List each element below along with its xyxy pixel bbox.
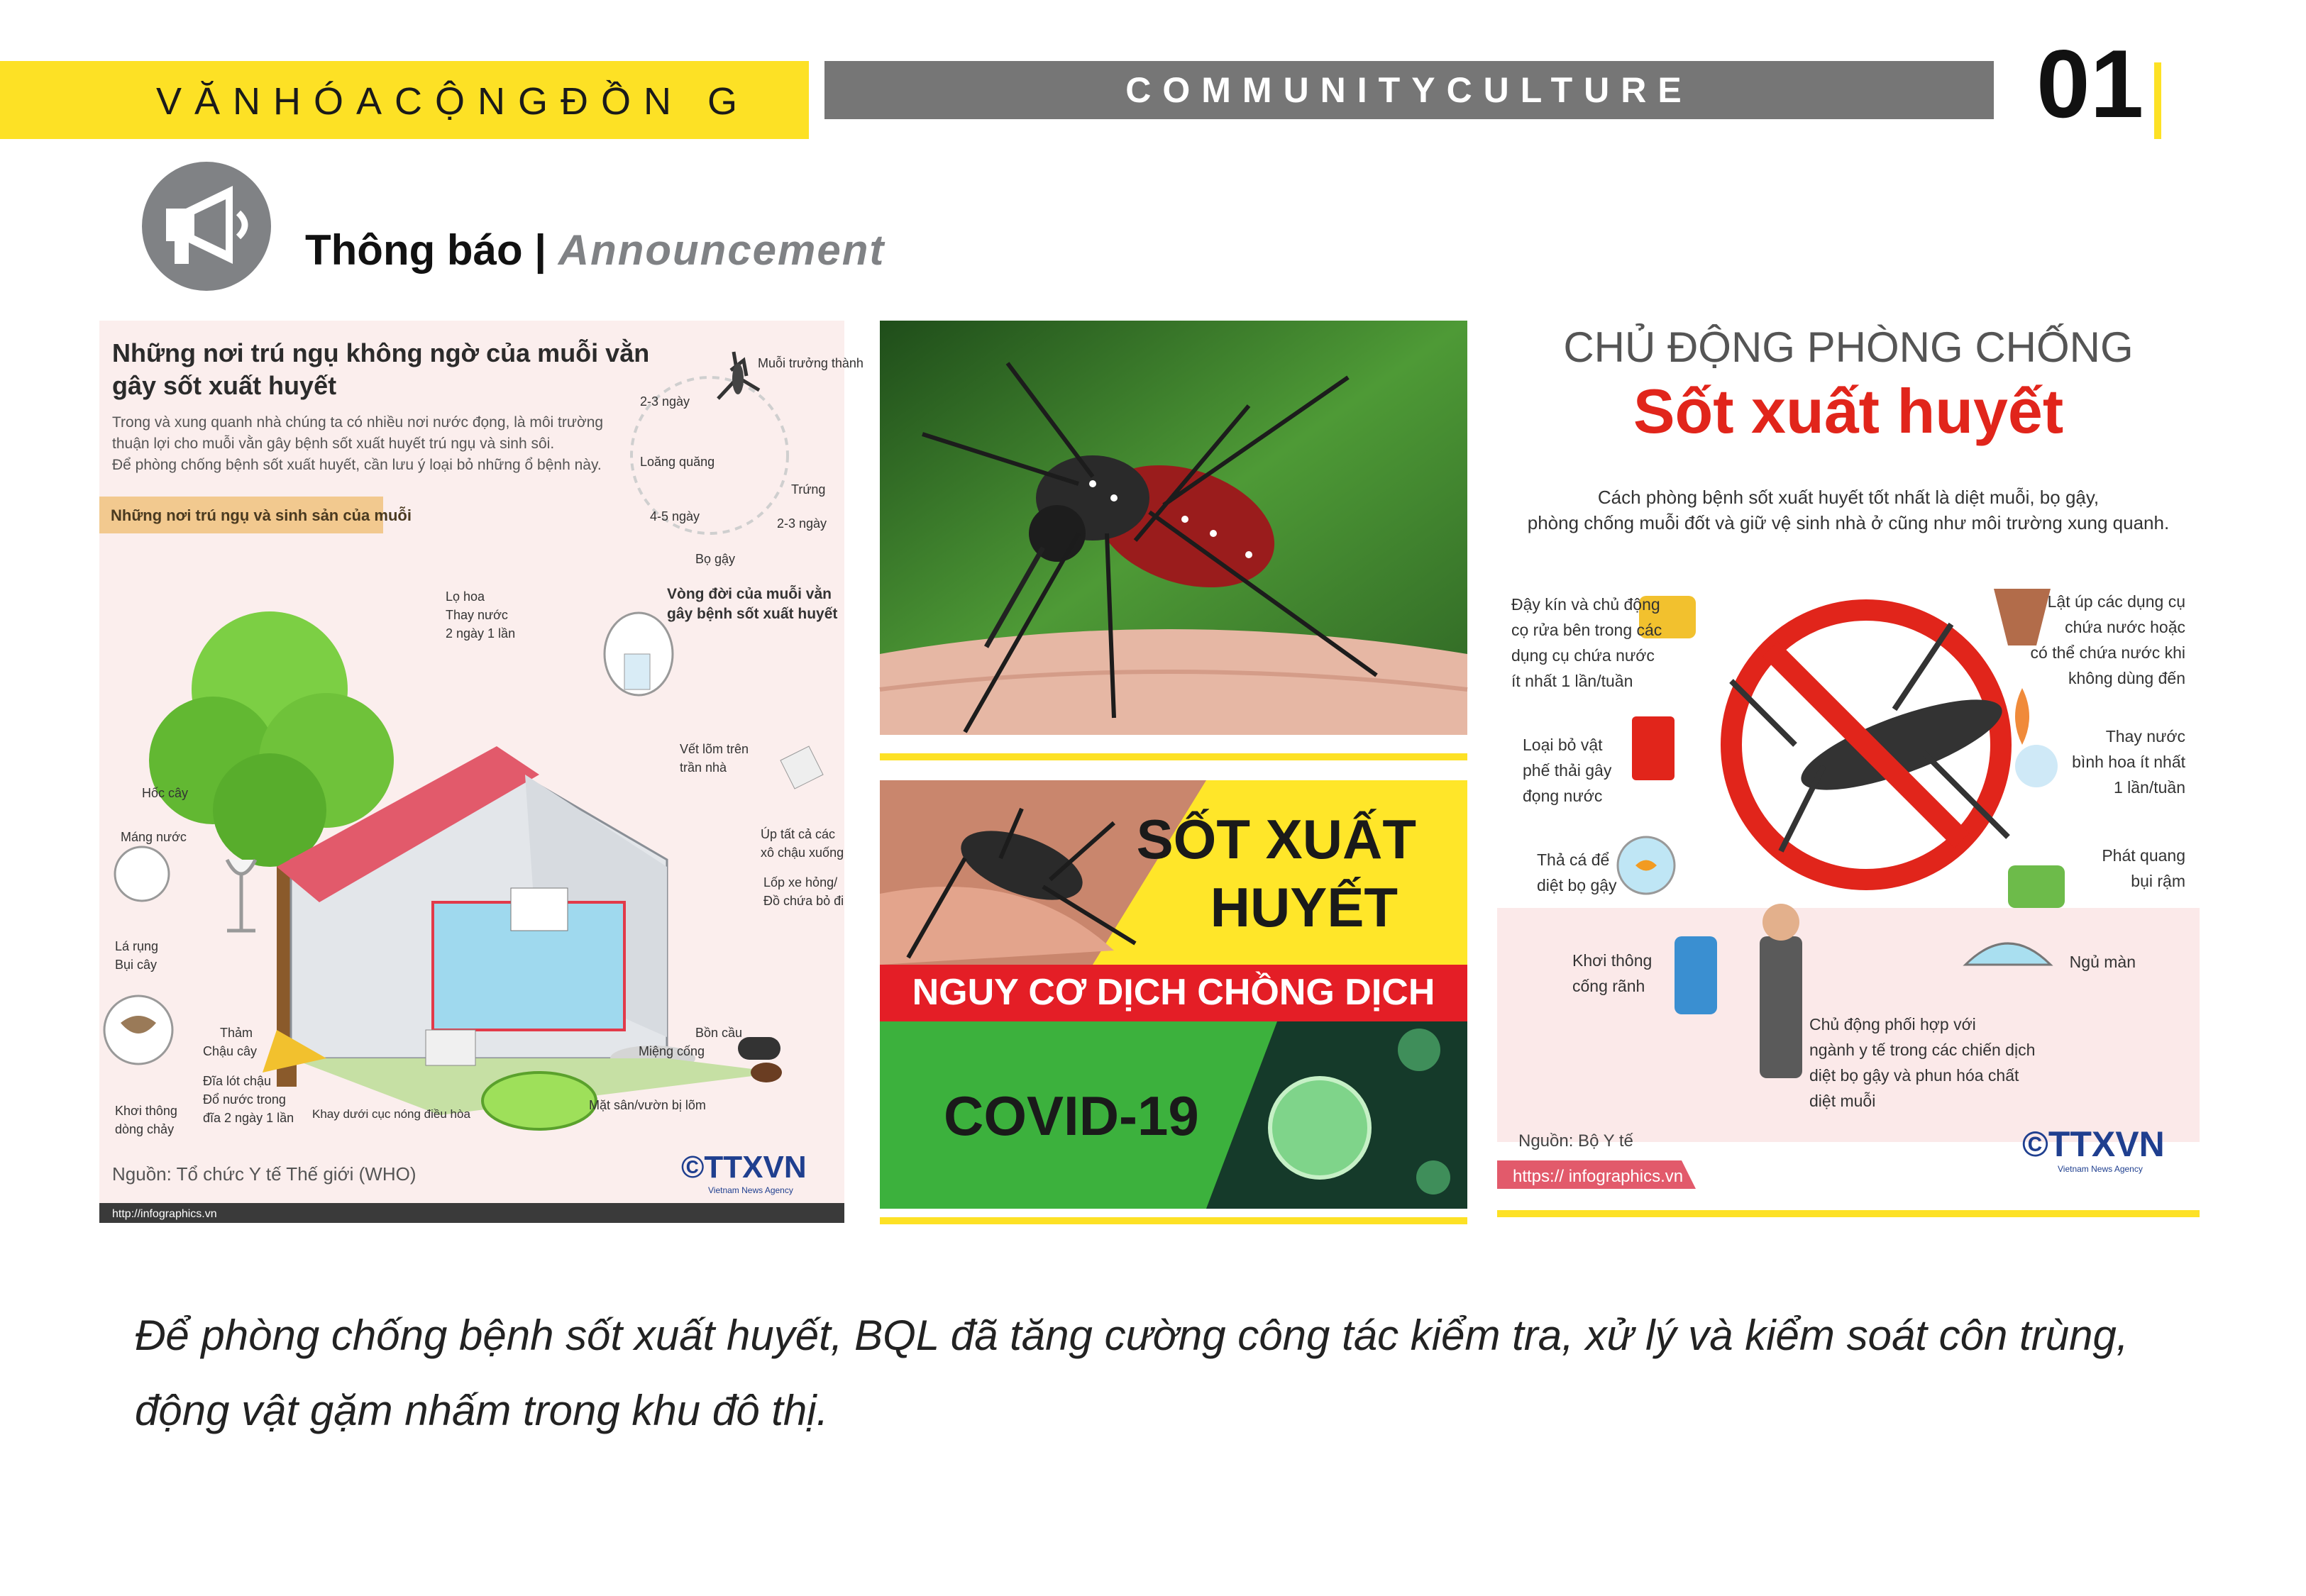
page-caption: Để phòng chống bệnh sốt xuất huyết, BQL đã tăng cường công tác kiểm tra, xử lý và kiểm soát côn trùng, động vật gặm nhấm trong khu đô thị.: [135, 1312, 2129, 1434]
svg-text:Bọ gậy: Bọ gậy: [695, 552, 736, 566]
infographic-band-label: Những nơi trú ngụ và sinh sản của muỗi: [111, 506, 412, 524]
infographic-url: http://infographics.vn: [112, 1208, 217, 1220]
svg-text:Mặt sân/vườn bị lõm: Mặt sân/vườn bị lõm: [589, 1098, 706, 1112]
svg-text:Bồn cầu: Bồn cầu: [695, 1026, 743, 1040]
svg-text:Lọ hoa: Lọ hoa: [446, 589, 485, 604]
svg-text:Thay nước: Thay nước: [446, 608, 508, 622]
svg-text:diệt bọ gậy: diệt bọ gậy: [1537, 876, 1617, 894]
svg-text:phòng chống muỗi đốt và giữ vệ: phòng chống muỗi đốt và giữ vệ sinh nhà ở cũng như môi trường xung quanh.: [1527, 512, 2170, 533]
infographic-title-2: gây sốt xuất huyết: [112, 371, 337, 400]
page-number: 01: [2036, 30, 2144, 138]
svg-text:Khay dưới cục nóng điều hòa: Khay dưới cục nóng điều hòa: [312, 1107, 470, 1121]
svg-text:Đổ nước trong: Đổ nước trong: [203, 1092, 286, 1107]
prevention-url: https:// infographics.vn: [1513, 1167, 1684, 1186]
svg-text:Loại bỏ vật: Loại bỏ vật: [1523, 736, 1603, 754]
svg-text:Phát quang: Phát quang: [2102, 846, 2185, 865]
section-title: [305, 226, 885, 275]
svg-text:Úp tất cả các: Úp tất cả các: [761, 827, 836, 841]
svg-text:Khơi thông: Khơi thông: [115, 1104, 177, 1118]
svg-text:1 lần/tuần: 1 lần/tuần: [2113, 778, 2185, 797]
svg-text:cọ rửa bên trong các: cọ rửa bên trong các: [1511, 621, 1662, 639]
svg-text:đọng nước: đọng nước: [1523, 787, 1603, 805]
svg-text:2-3 ngày: 2-3 ngày: [777, 516, 827, 531]
photo-divider-line: [880, 753, 1467, 760]
svg-text:Thay nước: Thay nước: [2105, 727, 2185, 746]
dengue-covid-banner: [880, 780, 1467, 1209]
header-left-label: VĂNHÓACỘNGĐỒN G: [156, 80, 751, 123]
svg-text:Đĩa lót chậu: Đĩa lót chậu: [203, 1074, 272, 1088]
svg-text:ngành y tế trong các chiến dịc: ngành y tế trong các chiến dịch: [1809, 1041, 2036, 1059]
svg-text:4-5 ngày: 4-5 ngày: [650, 509, 700, 523]
svg-text:không dùng đến: không dùng đến: [2068, 669, 2185, 687]
svg-text:Loăng quăng: Loăng quăng: [640, 455, 715, 469]
svg-text:Vietnam News Agency: Vietnam News Agency: [708, 1185, 793, 1195]
banner-divider-line: [880, 1217, 1467, 1224]
ttxvn-logo: ©TTXVN: [681, 1150, 807, 1185]
svg-text:Lốp xe hỏng/: Lốp xe hỏng/: [763, 875, 838, 890]
banner-line-2: HUYẾT: [1210, 876, 1398, 938]
page-number-bar: [2154, 62, 2161, 139]
svg-text:Lật úp các dụng cụ: Lật úp các dụng cụ: [2047, 592, 2185, 611]
header-right-label: COMMUNITYCULTURE: [1125, 70, 1693, 110]
section-title-en: Announcement: [558, 226, 886, 274]
svg-text:đĩa 2 ngày 1 lần: đĩa 2 ngày 1 lần: [203, 1111, 294, 1125]
svg-text:gây bệnh sốt xuất huyết: gây bệnh sốt xuất huyết: [667, 606, 838, 622]
section-title-vi: Thông báo |: [305, 226, 547, 274]
megaphone-icon: [142, 162, 271, 291]
infographic-source: Nguồn: Tổ chức Y tế Thế giới (WHO): [112, 1163, 416, 1185]
svg-text:Lá rụng: Lá rụng: [115, 939, 159, 953]
svg-text:Bụi cây: Bụi cây: [115, 958, 158, 972]
svg-text:xô chậu xuống: xô chậu xuống: [761, 846, 844, 860]
svg-text:có thể chứa nước khi: có thể chứa nước khi: [2030, 643, 2185, 662]
svg-text:diệt bọ gậy và phun hóa chất: diệt bọ gậy và phun hóa chất: [1809, 1066, 2019, 1085]
svg-text:Máng nước: Máng nước: [121, 830, 187, 844]
svg-text:Đậy kín và chủ động: Đậy kín và chủ động: [1511, 595, 1660, 614]
banner-stripe: NGUY CƠ DỊCH CHỒNG DỊCH: [912, 972, 1435, 1013]
svg-text:Vietnam News Agency: Vietnam News Agency: [2058, 1164, 2143, 1174]
infographic-title-1: Những nơi trú ngụ không ngờ của muỗi vằn: [112, 338, 650, 367]
svg-text:Khơi thông: Khơi thông: [1572, 951, 1653, 970]
mosquito-photo: [880, 321, 1467, 735]
prevention-title: Sốt xuất huyết: [1633, 376, 2064, 446]
svg-text:Ngủ màn: Ngủ màn: [2069, 953, 2136, 971]
svg-text:Vết lõm trên: Vết lõm trên: [680, 742, 749, 756]
svg-text:Cách phòng bệnh sốt xuất huyết: Cách phòng bệnh sốt xuất huyết tốt nhất là diệt muỗi, bọ gậy,: [1597, 487, 2100, 508]
svg-text:ít nhất 1 lần/tuần: ít nhất 1 lần/tuần: [1511, 672, 1633, 690]
svg-text:Đồ chứa bỏ đi: Đồ chứa bỏ đi: [763, 894, 844, 908]
svg-text:2-3 ngày: 2-3 ngày: [640, 394, 690, 409]
svg-text:bụi rậm: bụi rậm: [2131, 872, 2185, 890]
svg-text:Chậu cây: Chậu cây: [203, 1044, 258, 1058]
svg-text:chứa nước hoặc: chứa nước hoặc: [2065, 618, 2185, 636]
svg-text:bình hoa ít nhất: bình hoa ít nhất: [2072, 753, 2185, 771]
breeding-sites-infographic: [99, 321, 864, 1223]
svg-text:cống rãnh: cống rãnh: [1572, 977, 1645, 995]
svg-text:diệt muỗi: diệt muỗi: [1809, 1092, 1876, 1110]
prevention-heading: CHỦ ĐỘNG PHÒNG CHỐNG: [1563, 323, 2134, 371]
infographic-intro-2: thuận lợi cho muỗi vằn gây bệnh sốt xuất huyết trú ngụ và sinh sôi.: [112, 436, 555, 452]
infographic-intro-3: Để phòng chống bệnh sốt xuất huyết, cần lưu ý loại bỏ những ổ bệnh này.: [112, 457, 602, 473]
svg-text:Trứng: Trứng: [791, 482, 826, 497]
svg-text:trần nhà: trần nhà: [680, 760, 727, 775]
svg-text:dụng cụ chứa nước: dụng cụ chứa nước: [1511, 646, 1655, 665]
ttxvn-logo-right: ©TTXVN: [2022, 1124, 2165, 1164]
svg-text:Muỗi trưởng thành: Muỗi trưởng thành: [758, 356, 864, 370]
svg-text:Vòng đời của muỗi vằn: Vòng đời của muỗi vằn: [667, 586, 832, 602]
banner-covid: COVID-19: [944, 1085, 1199, 1147]
svg-text:Miệng cống: Miệng cống: [639, 1044, 705, 1058]
svg-text:Nguồn: Bộ Y tế: Nguồn: Bộ Y tế: [1518, 1131, 1633, 1151]
svg-text:Hốc cây: Hốc cây: [142, 786, 189, 800]
svg-text:Chủ động phối hợp với: Chủ động phối hợp với: [1809, 1015, 1976, 1033]
svg-text:Thả cá để: Thả cá để: [1537, 850, 1610, 869]
svg-text:dòng chảy: dòng chảy: [115, 1122, 175, 1136]
svg-text:phế thải gây: phế thải gây: [1523, 761, 1612, 780]
prevention-infographic: [1497, 312, 2200, 1217]
svg-text:2 ngày 1 lần: 2 ngày 1 lần: [446, 626, 516, 641]
infographic-intro-1: Trong và xung quanh nhà chúng ta có nhiều nơi nước đọng, là môi trường: [112, 414, 604, 431]
banner-line-1: SỐT XUẤT: [1136, 808, 1416, 870]
svg-text:Thảm: Thảm: [220, 1026, 253, 1040]
